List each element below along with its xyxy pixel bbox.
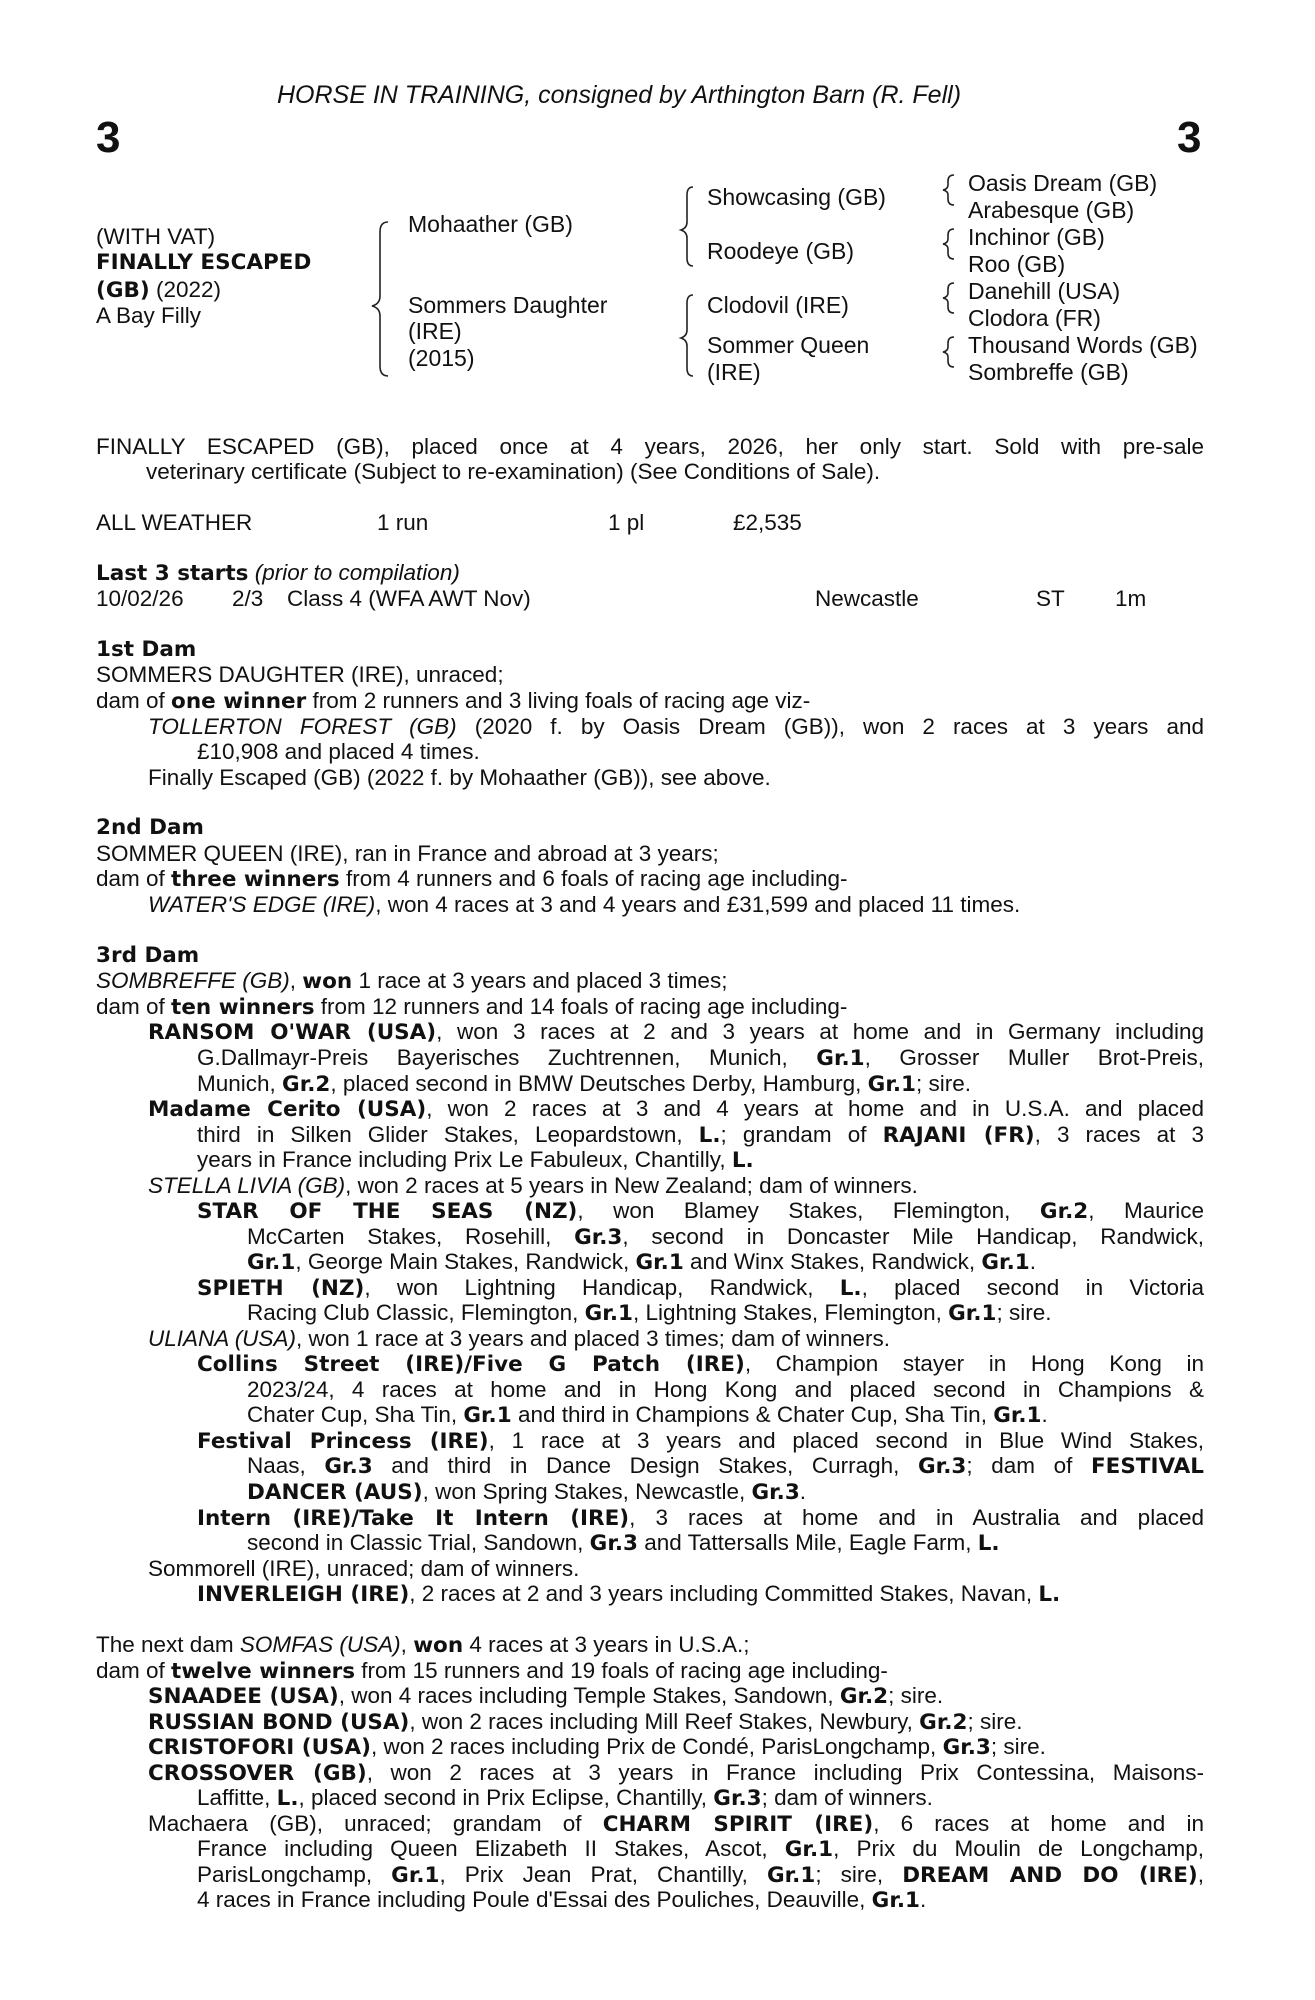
pedigree-dam-dam: Sommer Queen <box>707 332 870 358</box>
text: , placed second in Prix Eclipse, Chantilly, <box>298 1785 714 1810</box>
star-line-3 <box>247 1249 1036 1276</box>
progeny-name: SPIETH (NZ) <box>197 1276 365 1301</box>
grade: Gr.3 <box>918 1454 967 1479</box>
grade: L. <box>839 1276 862 1301</box>
grade: Gr.1 <box>391 1863 440 1888</box>
first-dam-line-2 <box>96 688 810 715</box>
grade: Gr.1 <box>867 1072 916 1097</box>
uliana-line <box>148 1326 890 1352</box>
text: , 2 races at 2 and 3 years including Committed Stakes, Navan, <box>409 1581 1039 1606</box>
horse-description: A Bay Filly <box>96 303 202 328</box>
text: from 2 runners and 3 living foals of racing age viz- <box>306 688 811 713</box>
next-dam-line-2 <box>96 1658 888 1685</box>
text: dam of <box>96 866 172 891</box>
text: from 15 runners and 19 foals of racing age including- <box>355 1658 888 1683</box>
text: dam of <box>96 994 172 1019</box>
progeny-name: DANCER (AUS) <box>247 1480 423 1505</box>
text: The next dam <box>96 1632 240 1657</box>
grade: Gr.1 <box>635 1250 684 1275</box>
grade: Gr.1 <box>247 1250 296 1275</box>
progeny-name: SNAADEE (USA) <box>148 1684 339 1709</box>
dam-name: SOMBREFFE (GB) <box>96 968 290 993</box>
horse-name: FINALLY ESCAPED <box>96 250 312 275</box>
text: . <box>1029 1249 1036 1274</box>
grade: Gr.3 <box>574 1225 623 1250</box>
second-dam-line-3 <box>148 892 1020 918</box>
progeny-name: INVERLEIGH (IRE) <box>197 1582 410 1607</box>
pedigree-bracket-g3 <box>943 283 954 313</box>
text: dam of <box>96 1658 172 1683</box>
text: , won 4 races at 3 and 4 years and £31,599 and placed 11 times. <box>375 892 1021 917</box>
text: , won Blamey Stakes, Flemington, <box>577 1198 1040 1223</box>
start-race: Class 4 (WFA AWT Nov) <box>287 586 531 611</box>
text: , Lightning Stakes, Flemington, <box>632 1300 949 1325</box>
intern-line-2 <box>247 1530 1000 1557</box>
pedigree-bracket-dam <box>681 295 693 376</box>
text: ; grandam of <box>720 1122 883 1147</box>
grade: Gr.2 <box>1039 1199 1089 1224</box>
pedigree-g7: Thousand Words (GB) <box>968 332 1198 358</box>
text: Racing Club Classic, Flemington, <box>247 1300 585 1325</box>
machaera-line-3 <box>197 1862 1204 1889</box>
pedigree-bracket-parents <box>372 222 388 376</box>
pedigree-dam-year: (2015) <box>408 345 475 371</box>
third-dam-heading: 3rd Dam <box>96 943 200 968</box>
progeny-name: CROSSOVER (GB) <box>148 1761 367 1786</box>
third-dam-line-2 <box>96 994 847 1021</box>
snaadee-line <box>148 1683 943 1710</box>
text: ; dam of winners. <box>761 1785 933 1810</box>
first-dam-line-1: SOMMERS DAUGHTER (IRE), unraced; <box>96 662 504 687</box>
catalogue-header: HORSE IN TRAINING, consigned by Arthington Barn (R. Fell) <box>277 81 962 109</box>
progeny-name: TOLLERTON FOREST (GB) <box>148 714 457 739</box>
text: , won 2 races including Prix de Condé, ParisLongchamp, <box>371 1734 943 1759</box>
start-distance: 1m <box>1115 586 1147 611</box>
text: , <box>289 968 303 993</box>
grade: Gr.3 <box>713 1786 762 1811</box>
start-position: 2/3 <box>232 586 264 611</box>
text: ; sire, <box>815 1862 903 1887</box>
last-starts-note: (prior to compilation) <box>254 560 460 585</box>
winners-count: three winners <box>171 867 340 892</box>
record-runs: 1 run <box>377 510 429 535</box>
text: , Maurice <box>1088 1198 1204 1223</box>
grade: Gr.3 <box>589 1531 638 1556</box>
summary-line-1: FINALLY ESCAPED (GB), placed once at 4 years, 2026, her only start. Sold with pre-sale <box>96 434 1204 459</box>
progeny-name: WATER'S EDGE (IRE) <box>148 892 376 917</box>
text: ; sire. <box>996 1300 1052 1325</box>
text: won <box>302 969 353 994</box>
pedigree-sire-sire: Showcasing (GB) <box>707 184 886 210</box>
text: , Prix du Moulin de Longchamp, <box>833 1836 1204 1861</box>
record-placed: 1 pl <box>608 510 645 535</box>
text: , placed second in BMW Deutsches Derby, Hamburg, <box>330 1071 868 1096</box>
crossover-line-2 <box>197 1785 933 1812</box>
text: ParisLongchamp, <box>197 1862 392 1887</box>
progeny-name: DREAM AND DO (IRE) <box>902 1863 1198 1888</box>
text: , won 2 races at 3 years in France including Prix Contessina, Maisons- <box>366 1760 1204 1785</box>
progeny-name: Collins Street (IRE)/Five G Patch (IRE) <box>197 1352 745 1377</box>
start-going: ST <box>1036 586 1065 611</box>
horse-country: (GB) <box>96 278 150 303</box>
progeny-name: Madame Cerito (USA) <box>148 1097 427 1122</box>
pedigree-dam-sire: Clodovil (IRE) <box>707 292 849 318</box>
text: , won 4 races including Temple Stakes, Sandown, <box>338 1683 840 1708</box>
text: , won Lightning Handicap, Randwick, <box>364 1275 840 1300</box>
text: , placed second in Victoria <box>861 1275 1204 1300</box>
text: , won 2 races at 3 and 4 years at home and in U.S.A. and placed <box>426 1096 1205 1121</box>
machaera-line-4 <box>197 1887 926 1914</box>
text: , 3 races at home and in Australia and placed <box>629 1505 1204 1530</box>
text: Chater Cup, Sha Tin, <box>247 1402 464 1427</box>
progeny-name: RAJANI (FR) <box>882 1123 1035 1148</box>
pedigree-g1: Oasis Dream (GB) <box>968 170 1158 196</box>
progeny-name: STELLA LIVIA (GB) <box>148 1173 346 1198</box>
text: , won 2 races including Mill Reef Stakes, Newbury, <box>409 1709 920 1734</box>
text: and third in Champions & Chater Cup, Sha Tin, <box>511 1402 994 1427</box>
text: , won 1 race at 3 years and placed 3 times; dam of winners. <box>295 1326 891 1351</box>
text: won <box>413 1633 464 1658</box>
text: and third in Dance Design Stakes, Curragh, <box>372 1453 919 1478</box>
progeny-name: ULIANA (USA) <box>148 1326 296 1351</box>
text: from 4 runners and 6 foals of racing age including- <box>339 866 848 891</box>
lot-number-left: 3 <box>96 113 121 162</box>
text: . <box>919 1887 927 1912</box>
grade: Gr.1 <box>948 1301 997 1326</box>
text: 4 races in France including Poule d'Essai des Pouliches, Deauville, <box>197 1887 872 1912</box>
sommorell-line: Sommorell (IRE), unraced; dam of winners. <box>148 1556 580 1581</box>
text: France including Queen Elizabeth II Stakes, Ascot, <box>197 1836 785 1861</box>
text: , 6 races at home and in <box>873 1811 1204 1836</box>
pedigree-dam-country: (IRE) <box>408 318 462 344</box>
grade: Gr.1 <box>784 1837 834 1862</box>
pedigree-dam-dam-country: (IRE) <box>707 359 761 385</box>
second-dam-heading: 2nd Dam <box>96 815 204 840</box>
text: 1 race at 3 years and placed 3 times; <box>352 968 728 993</box>
festival-line-3 <box>247 1479 806 1506</box>
pedigree-sire: Mohaather (GB) <box>408 211 573 237</box>
machaera-line-2 <box>197 1836 1204 1863</box>
progeny-name: Festival Princess (IRE) <box>197 1429 489 1454</box>
text: , won Spring Stakes, Newcastle, <box>422 1479 752 1504</box>
text: , won 3 races at 2 and 3 years at home and in Germany including <box>436 1019 1204 1044</box>
ransom-line-2 <box>197 1045 1204 1072</box>
dam-name: SOMFAS (USA) <box>239 1632 401 1657</box>
crossover-line-1 <box>148 1760 1204 1787</box>
text: . <box>1041 1402 1048 1427</box>
grade: L. <box>731 1148 754 1173</box>
progeny-name: Intern (IRE)/Take It Intern (IRE) <box>197 1506 630 1531</box>
progeny-name: RUSSIAN BOND (USA) <box>148 1710 410 1735</box>
text: (2020 f. by Oasis Dream (GB)), won 2 races at 3 years and <box>456 714 1204 739</box>
text: , Prix Jean Prat, Chantilly, <box>439 1862 767 1887</box>
grade: Gr.1 <box>767 1863 816 1888</box>
winners-count: twelve winners <box>171 1659 356 1684</box>
grade: L. <box>698 1123 721 1148</box>
progeny-name: CRISTOFORI (USA) <box>148 1735 371 1760</box>
vat-note: (WITH VAT) <box>96 224 216 249</box>
first-dam-line-3 <box>148 714 1204 740</box>
summary-line-2: veterinary certificate (Subject to re-examination) (See Conditions of Sale). <box>146 459 881 484</box>
text: and Winx Stakes, Randwick, <box>683 1249 982 1274</box>
text: ; sire. <box>915 1071 971 1096</box>
collins-line-1 <box>197 1351 1204 1378</box>
progeny-name: CHARM SPIRIT (IRE) <box>602 1812 874 1837</box>
lot-number-right: 3 <box>1177 113 1202 162</box>
pedigree-g8: Sombreffe (GB) <box>968 359 1129 385</box>
pedigree-bracket-sire <box>681 187 693 266</box>
pedigree-g4: Roo (GB) <box>968 251 1066 277</box>
grade: Gr.3 <box>942 1735 991 1760</box>
record-earnings: £2,535 <box>733 510 802 535</box>
text: Machaera (GB), unraced; grandam of <box>148 1811 603 1836</box>
first-dam-heading: 1st Dam <box>96 637 197 662</box>
second-dam-line-1: SOMMER QUEEN (IRE), ran in France and abroad at 3 years; <box>96 841 719 866</box>
text: , 3 races at 3 <box>1034 1122 1204 1147</box>
pedigree-sire-dam: Roodeye (GB) <box>707 238 855 264</box>
text: and Tattersalls Mile, Eagle Farm, <box>637 1530 978 1555</box>
grade: Gr.1 <box>981 1250 1030 1275</box>
machaera-line-1 <box>148 1811 1204 1838</box>
winners-count: ten winners <box>171 995 315 1020</box>
text: ; sire. <box>967 1709 1023 1734</box>
text: McCarten Stakes, Rosehill, <box>247 1224 575 1249</box>
grade: Gr.1 <box>584 1301 633 1326</box>
cerito-line-1 <box>148 1096 1204 1123</box>
ransom-line-1 <box>148 1019 1204 1046</box>
star-line-1 <box>197 1198 1204 1225</box>
grade: Gr.2 <box>919 1710 968 1735</box>
progeny-name: STAR OF THE SEAS (NZ) <box>197 1199 578 1224</box>
first-dam-line-4: £10,908 and placed 4 times. <box>197 739 480 764</box>
text: , Grosser Muller Brot-Preis, <box>864 1045 1204 1070</box>
text: ; sire. <box>990 1734 1046 1759</box>
grade: Gr.2 <box>839 1684 889 1709</box>
last-starts-heading-row <box>96 560 460 587</box>
grade: L. <box>276 1786 299 1811</box>
inverleigh-line <box>197 1581 1060 1608</box>
text: , 1 race at 3 years and placed second in Blue Wind Stakes, <box>488 1428 1204 1453</box>
pedigree-g5: Danehill (USA) <box>968 278 1121 304</box>
text: , <box>1197 1862 1204 1887</box>
grade: Gr.3 <box>751 1480 800 1505</box>
text: 4 races at 3 years in U.S.A.; <box>463 1632 750 1657</box>
start-course: Newcastle <box>815 586 919 611</box>
text: Naas, <box>247 1453 325 1478</box>
grade: L. <box>1038 1582 1061 1607</box>
grade: Gr.1 <box>993 1403 1042 1428</box>
text: . <box>799 1479 807 1504</box>
collins-line-3 <box>247 1402 1048 1429</box>
start-date: 10/02/26 <box>96 586 184 611</box>
second-dam-line-2 <box>96 866 848 893</box>
russian-bond-line <box>148 1709 1023 1736</box>
star-line-2 <box>247 1224 1204 1251</box>
text: ; sire. <box>888 1683 944 1708</box>
grade: Gr.1 <box>816 1046 865 1071</box>
text: ; dam of <box>966 1453 1091 1478</box>
grade: Gr.1 <box>463 1403 512 1428</box>
cristofori-line <box>148 1734 1046 1761</box>
text: from 12 runners and 14 foals of racing age including- <box>314 994 848 1019</box>
pedigree-bracket-g4 <box>943 337 954 367</box>
pedigree-g6: Clodora (FR) <box>968 305 1101 331</box>
text: , second in Doncaster Mile Handicap, Randwick, <box>622 1224 1204 1249</box>
spieth-line-1 <box>197 1275 1204 1302</box>
horse-year: (2022) <box>155 277 221 302</box>
pedigree-g3: Inchinor (GB) <box>968 224 1105 250</box>
progeny-name: RANSOM O'WAR (USA) <box>148 1020 437 1045</box>
text: , Champion stayer in Hong Kong in <box>744 1351 1204 1376</box>
text: dam of <box>96 688 172 713</box>
pedigree-dam: Sommers Daughter <box>408 292 608 318</box>
text: years in France including Prix Le Fabuleux, Chantilly, <box>197 1147 732 1172</box>
intern-line-1 <box>197 1505 1204 1532</box>
grade: Gr.2 <box>282 1072 331 1097</box>
text: , <box>400 1632 414 1657</box>
text: Laffitte, <box>197 1785 277 1810</box>
progeny-name: FESTIVAL <box>1090 1454 1204 1479</box>
pedigree-bracket-g1 <box>943 175 954 205</box>
festival-line-2 <box>247 1453 1204 1480</box>
text: , won 2 races at 5 years in New Zealand; dam of winners. <box>345 1173 918 1198</box>
last-starts-heading: Last 3 starts <box>96 561 249 586</box>
grade: L. <box>977 1531 1000 1556</box>
collins-line-2: 2023/24, 4 races at home and in Hong Kong and placed second in Champions & <box>247 1377 1204 1402</box>
winners-count: one winner <box>171 689 307 714</box>
text: G.Dallmayr-Preis Bayerisches Zuchtrennen, Munich, <box>197 1045 817 1070</box>
third-dam-line-1 <box>96 968 727 995</box>
festival-line-1 <box>197 1428 1204 1455</box>
next-dam-line-1 <box>96 1632 750 1659</box>
text: , George Main Stakes, Randwick, <box>295 1249 636 1274</box>
pedigree-bracket-g2 <box>943 229 954 259</box>
stella-line <box>148 1173 918 1199</box>
first-dam-line-5: Finally Escaped (GB) (2022 f. by Mohaather (GB)), see above. <box>148 765 771 790</box>
grade: Gr.3 <box>324 1454 373 1479</box>
text: Munich, <box>197 1071 283 1096</box>
text: second in Classic Trial, Sandown, <box>247 1530 590 1555</box>
cerito-line-3 <box>197 1147 754 1174</box>
pedigree-g2: Arabesque (GB) <box>968 197 1135 223</box>
spieth-line-2 <box>247 1300 1051 1327</box>
grade: Gr.1 <box>871 1888 920 1913</box>
record-surface: ALL WEATHER <box>96 510 253 535</box>
ransom-line-3 <box>197 1071 971 1098</box>
text: third in Silken Glider Stakes, Leopardstown, <box>197 1122 699 1147</box>
cerito-line-2 <box>197 1122 1204 1149</box>
